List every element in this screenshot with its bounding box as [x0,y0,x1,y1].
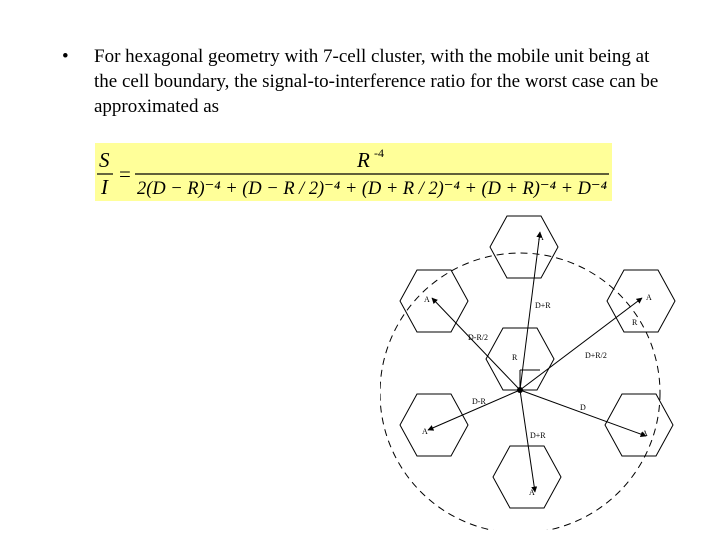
formula-lhs-denominator: I [101,175,108,199]
diagram-svg [380,210,700,530]
label-r-center: R [512,353,518,362]
bullet-symbol: • [62,46,69,67]
mobile-unit [517,387,523,393]
cell-label-bottom: A [529,488,535,497]
arrow-to-lower-right [520,390,646,436]
formula-numerator-base: R [357,148,370,172]
label-d-minus-r: D-R [472,397,486,406]
arrow-to-top [520,232,540,390]
formula-numerator-exp: -4 [374,146,384,160]
label-d-plus-r-half: D+R/2 [585,351,607,360]
arrow-to-lower-left [428,390,520,430]
label-d-plus-r-top: D+R [535,301,551,310]
cell-label-lower-left: A [422,427,428,436]
label-d: D [580,403,586,412]
formula-lhs-numerator: S [99,148,110,172]
bullet-text: For hexagonal geometry with 7-cell cluster, with the mobile unit being at the cell boundary, the signal-to-interference ratio for the worst case can be approximated as [94,46,659,117]
formula-equals: = [119,162,131,186]
hexagon-top [490,216,558,278]
hexagon-upper-left [400,270,468,332]
hexagon-cell-diagram [380,210,700,530]
cell-label-top: A [538,233,544,242]
formula-denominator: 2(D − R)⁻⁴ + (D − R / 2)⁻⁴ + (D + R / 2)⁻⁴ + (D + R)⁻⁴ + D⁻⁴ [137,178,608,199]
label-r-right: R [632,318,638,327]
hexagon-bottom [493,446,561,508]
arrow-to-upper-right [520,298,642,390]
sir-formula [95,143,612,201]
cell-label-upper-left: A [424,295,430,304]
formula-svg [95,143,612,201]
cell-label-upper-right: A [646,293,652,302]
arrow-to-upper-left [432,298,520,390]
arrow-to-bottom [520,390,535,492]
cell-label-lower-right: A [642,429,648,438]
label-d-minus-r-half: D-R/2 [468,333,488,342]
label-d-plus-r-bottom: D+R [530,431,546,440]
hexagon-lower-left [400,394,468,456]
